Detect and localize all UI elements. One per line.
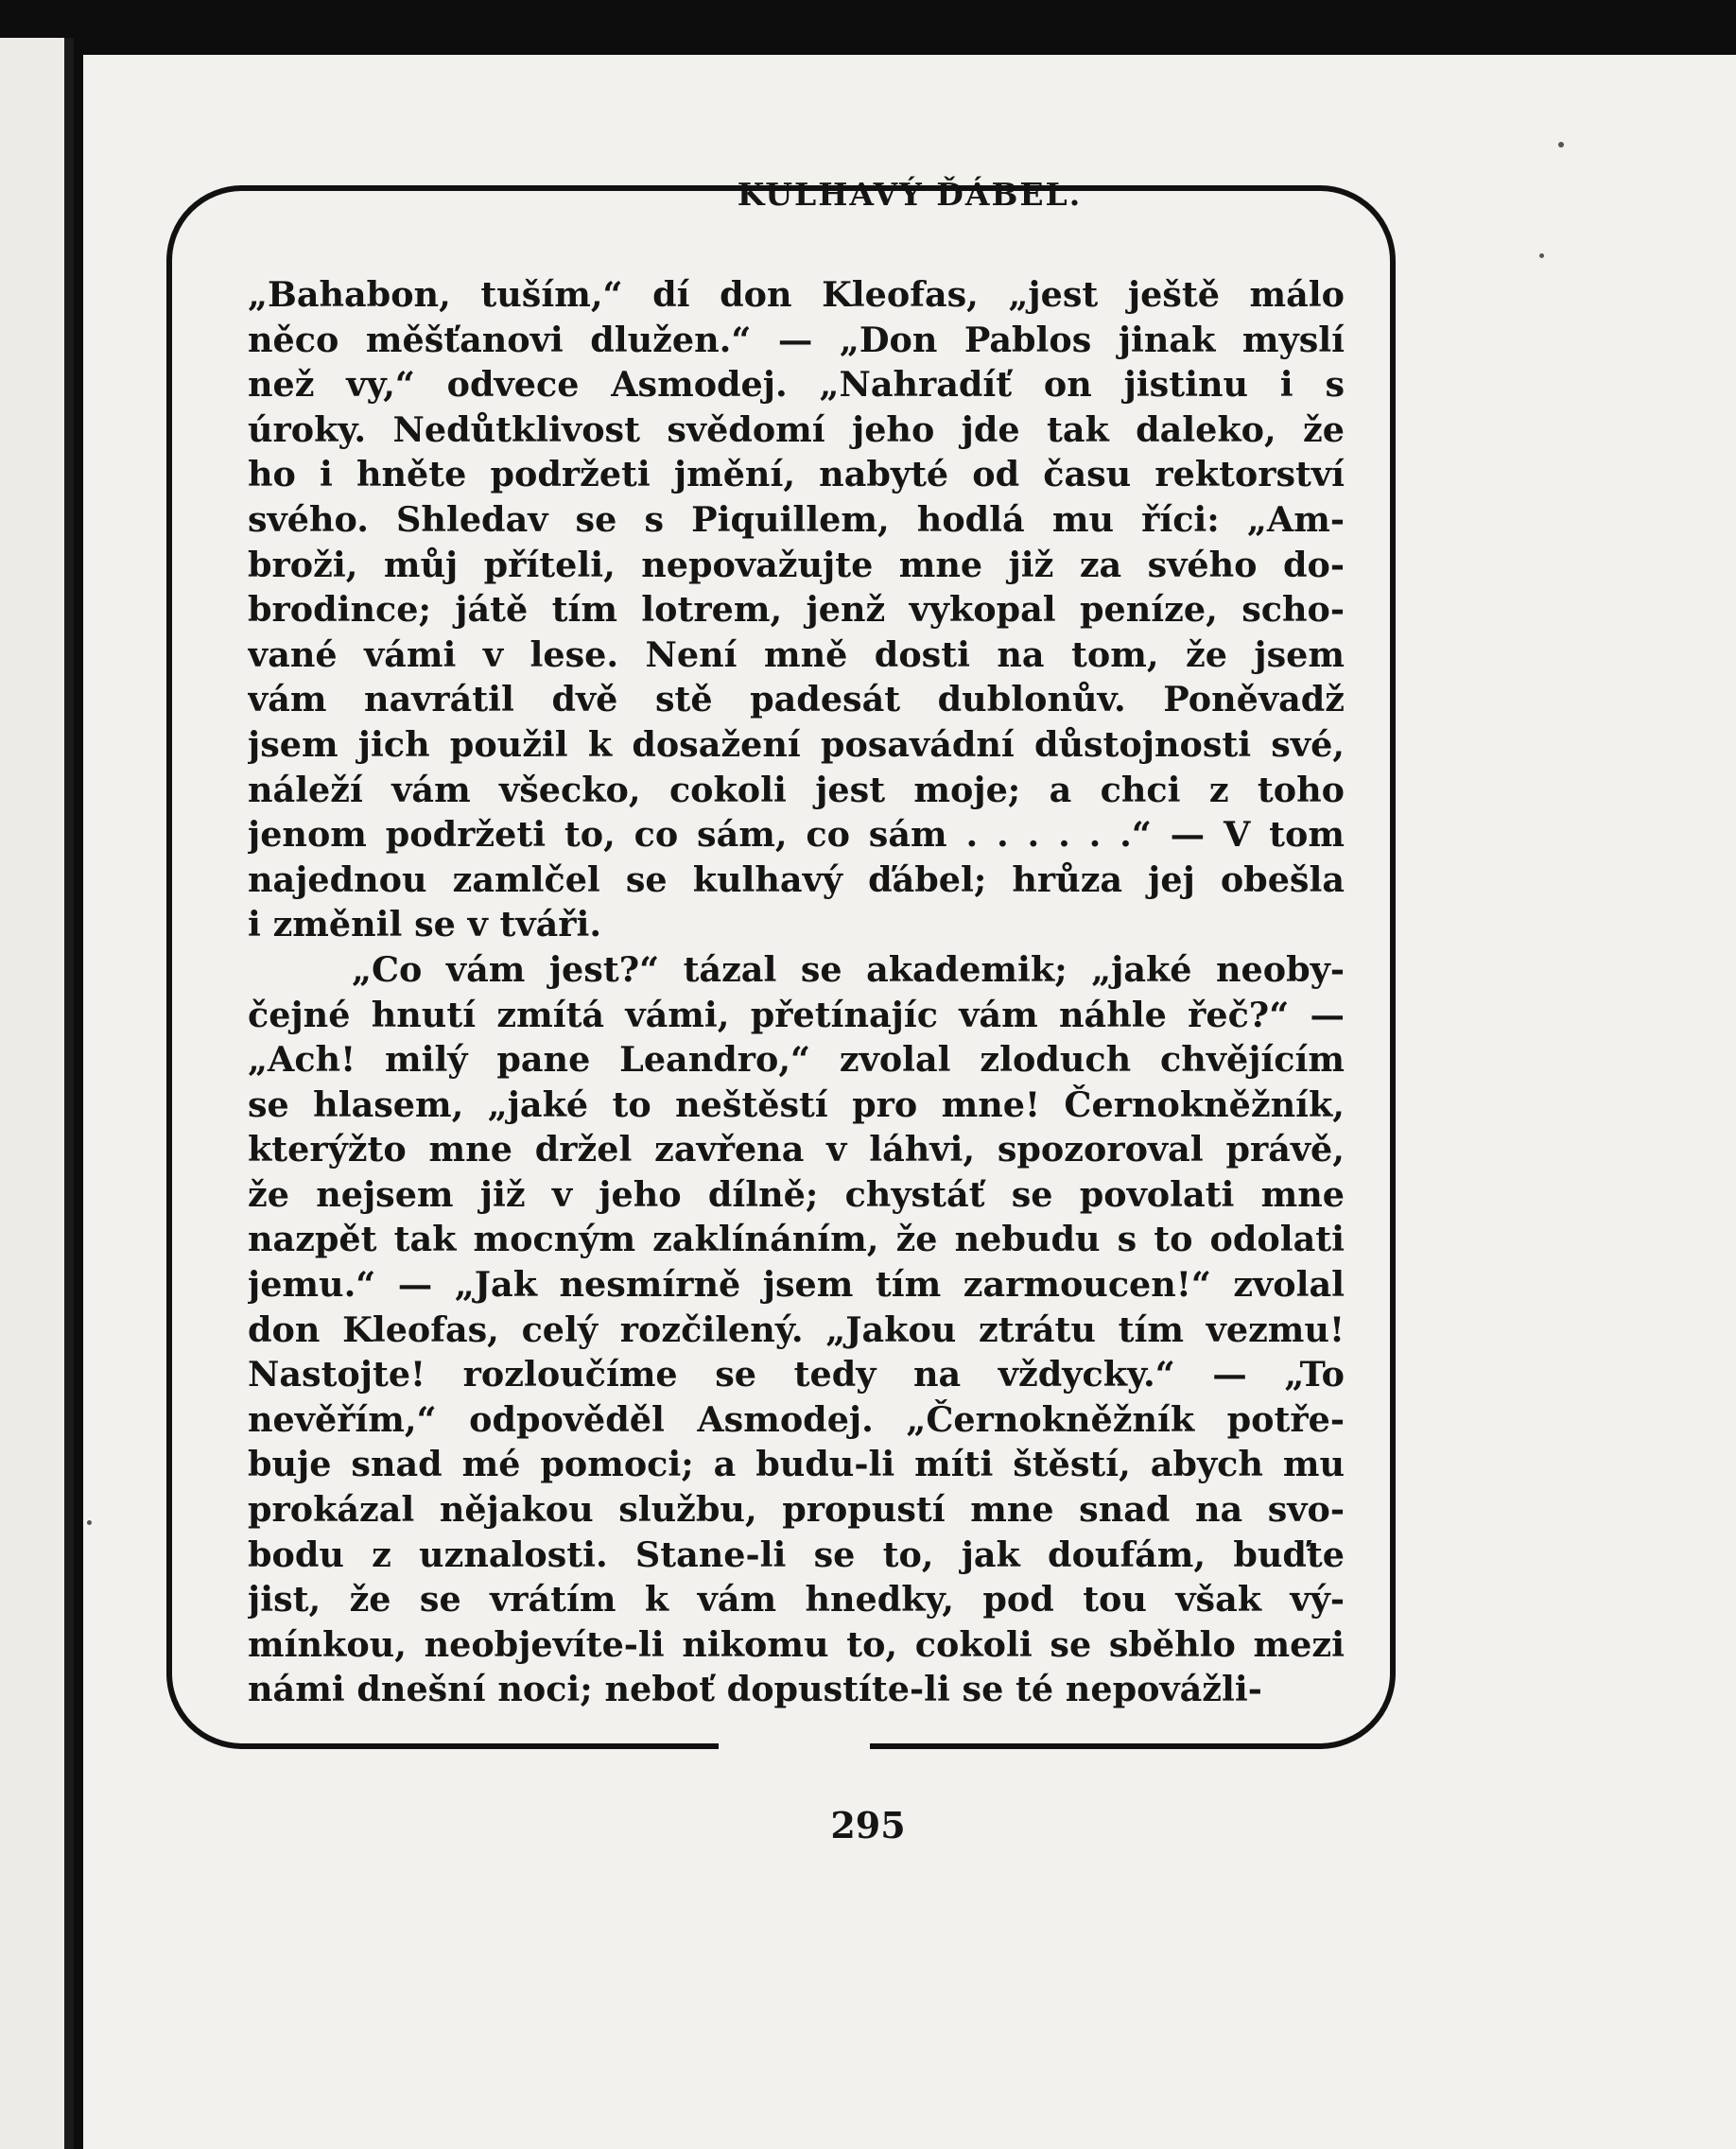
text-line: prokázal nějakou službu, propustí mne snad na svo-	[248, 1489, 1345, 1531]
frame-gap	[719, 1730, 870, 1777]
scan-speck	[1539, 253, 1544, 258]
running-head: KULHAVÝ ĎÁBEL.	[737, 176, 1083, 213]
text-line: nevěřím,“ odpověděl Asmodej. „Černokněžník potře-	[248, 1398, 1345, 1440]
text-line: nazpět tak mocným zaklínáním, že nebudu s to odolati	[248, 1219, 1345, 1260]
text-line: vané vámi v lese. Není mně dosti na tom, že jsem	[248, 633, 1345, 675]
text-line: jenom podržeti to, co sám, co sám . . . . . .“ — V tom	[248, 814, 1345, 856]
text-line: náleží vám všecko, cokoli jest moje; a chci z toho	[248, 769, 1345, 810]
body-text	[248, 272, 1345, 1712]
text-line: najednou zamlčel se kulhavý ďábel; hrůza jej obešla	[248, 858, 1345, 900]
text-line: i změnil se v tváři.	[248, 904, 602, 945]
text-line: „Ach! milý pane Leandro,“ zvolal zloduch chvějícím	[248, 1039, 1345, 1081]
text-line: než vy,“ odvece Asmodej. „Nahradíť on jistinu i s	[248, 364, 1345, 406]
text-line: že nejsem již v jeho dílně; chystáť se povolati mne	[248, 1173, 1345, 1215]
text-line: čejné hnutí zmítá vámi, přetínajíc vám náhle řeč?“ —	[248, 994, 1345, 1035]
text-line: ho i hněte podržeti jmění, nabyté od času rektorství	[248, 454, 1345, 495]
text-line: něco měšťanovi dlužen.“ — „Don Pablos jinak myslí	[248, 319, 1345, 360]
text-line: úroky. Nedůtklivost svědomí jeho jde tak daleko, že	[248, 408, 1345, 450]
text-line: kterýžto mne držel zavřena v láhvi, spozoroval právě,	[248, 1129, 1345, 1170]
text-line: don Kleofas, celý rozčilený. „Jakou ztrátu tím vezmu!	[248, 1308, 1345, 1350]
text-line: Nastojte! rozloučíme se tedy na vždycky.“ — „To	[248, 1354, 1345, 1395]
text-line: „Bahabon, tuším,“ dí don Kleofas, „jest ještě málo	[248, 274, 1345, 315]
text-line: „Co vám jest?“ tázal se akademik; „jaké neoby-	[352, 948, 1345, 990]
text-line: broži, můj příteli, nepovažujte mne již za svého do-	[248, 544, 1345, 585]
text-line: se hlasem, „jaké to neštěstí pro mne! Černokněžník,	[248, 1083, 1345, 1125]
text-line: bodu z uznalosti. Stane-li se to, jak doufám, buďte	[248, 1534, 1345, 1575]
text-line: brodince; játě tím lotrem, jenž vykopal peníze, scho-	[248, 589, 1345, 631]
text-line: jist, že se vrátím k vám hnedky, pod tou však vý-	[248, 1579, 1345, 1620]
page-number: 295	[830, 1804, 906, 1846]
text-line: mínkou, neobjevíte-li nikomu to, cokoli se sběhlo mezi	[248, 1623, 1345, 1665]
text-line: vám navrátil dvě stě padesát dublonův. Poněvadž	[248, 679, 1345, 720]
text-line: jsem jich použil k dosažení posavádní důstojnosti své,	[248, 723, 1345, 765]
text-line: svého. Shledav se s Piquillem, hodlá mu říci: „Am-	[248, 498, 1345, 540]
text-line: námi dnešní noci; neboť dopustíte-li se té nepovážli-	[248, 1669, 1262, 1710]
scan-speck	[87, 1520, 92, 1525]
text-line: buje snad mé pomoci; a budu-li míti štěstí, abych mu	[248, 1444, 1345, 1485]
scan-speck	[1558, 142, 1564, 147]
text-line: jemu.“ — „Jak nesmírně jsem tím zarmoucen!“ zvolal	[248, 1264, 1345, 1306]
